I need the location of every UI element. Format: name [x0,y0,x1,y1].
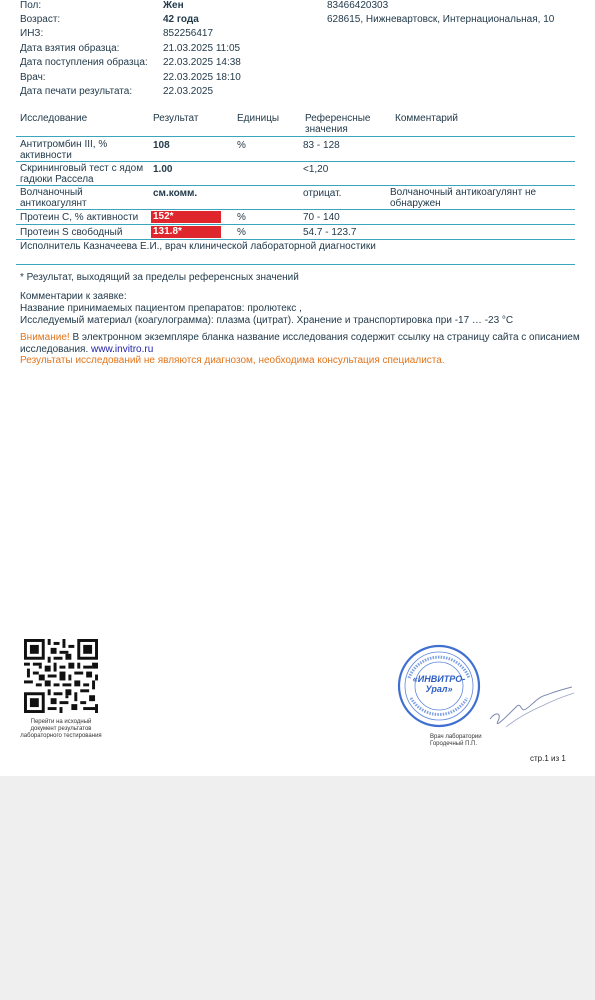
row1-units: % [237,140,246,151]
sample-taken-value: 21.03.2025 11:05 [163,43,241,54]
row4-result-flag: 152* [151,211,221,223]
table-divider [16,136,575,137]
doctor-caption-line2: Городечный П.П. [430,741,478,747]
row4-units: % [237,212,246,223]
attention-line2 [20,344,153,355]
row5-result-flag: 131.8* [151,226,221,238]
table-divider [16,209,575,210]
table-divider [16,264,575,265]
attention-text-line2: исследования. [20,344,92,355]
row5-reference: 54.7 - 123.7 [303,227,357,238]
row2-result: 1.00 [153,164,173,175]
row3-test[interactable] [20,187,87,209]
age-value: 42 года [163,14,199,25]
age-label: Возраст: [20,14,61,25]
table-divider [16,239,575,240]
header-reference [305,113,371,135]
row1-reference: 83 - 128 [303,140,340,151]
comments-title: Комментарии к заявке: [20,291,127,302]
row2-test-line2: гадюки Рассела [20,174,94,185]
out-of-range-note: * Результат, выходящий за пределы референсных значений [20,272,299,283]
doctor-value: 22.03.2025 18:10 [163,72,241,83]
row1-test-line2: активности [20,150,72,161]
attention-line1 [20,332,580,343]
table-divider [16,185,575,186]
row1-test[interactable] [20,139,107,161]
row2-reference: <1,20 [303,164,329,175]
address: 628615, Нижневартовск, Интернациональная, 10 [327,14,555,25]
row2-test-line1: Скрининговый тест с ядом [20,163,144,174]
row1-test-line1: Антитромбин III, % [20,139,108,150]
doctor-caption-line1: Врач лаборатории [430,734,482,740]
site-link[interactable]: www.invitro.ru [91,344,154,355]
doctor-caption [430,734,482,748]
signature-icon [486,683,578,733]
row3-test-line2: антикоагулянт [20,198,87,209]
disclaimer: Результаты исследований не являются диагнозом, необходима консультация специалиста. [20,355,445,366]
inz-value: 852256417 [163,28,214,39]
stamp-text-line2: Урал» [425,684,453,694]
table-divider [16,224,575,225]
header-result: Результат [153,113,199,124]
phone-number: 83466420303 [327,0,389,11]
print-date-value: 22.03.2025 [163,86,214,97]
sample-received-value: 22.03.2025 14:38 [163,57,241,68]
row3-result: см.комм. [153,188,198,199]
material-note: Исследуемый материал (коагулограмма): плазма (цитрат). Хранение и транспортировка при -17 … -23 °C [20,315,514,326]
qr-caption-line1: Перейти на исходный [30,719,92,725]
row3-comment [390,187,536,209]
row5-test[interactable]: Протеин S свободный [20,227,123,238]
row3-reference: отрицат. [303,188,342,199]
header-test: Исследование [20,113,88,124]
header-comment: Комментарий [395,113,458,124]
qr-caption [12,719,110,740]
drugs-note: Название принимаемых пациентом препаратов: пролютекс , [20,303,302,314]
qr-caption-line3: лабораторного тестирования [20,733,102,739]
attention-word: Внимание! [20,332,70,343]
table-divider [16,161,575,162]
row2-test [20,163,143,185]
sample-taken-label: Дата взятия образца: [20,43,120,54]
inz-label: ИНЗ: [20,28,44,39]
row5-units: % [237,227,246,238]
row4-test[interactable]: Протеин C, % активности [20,212,139,223]
doctor-label: Врач: [20,72,46,83]
row4-reference: 70 - 140 [303,212,340,223]
row3-comment-line2: обнаружен [390,198,441,209]
attention-text-line1: В электронном экземпляре бланка название исследования содержит ссылку на страницу сайта с описанием [69,332,580,343]
qr-code[interactable] [24,639,98,713]
sex-label: Пол: [20,0,42,11]
stamp-text-line1: «ИНВИТРО- [412,674,466,684]
sex-value: Жен [163,0,184,11]
sample-received-label: Дата поступления образца: [20,57,148,68]
row1-result: 108 [153,140,170,151]
print-date-label: Дата печати результата: [20,86,133,97]
page-number: стр.1 из 1 [530,754,566,763]
qr-caption-line2: документ результатов [30,726,92,732]
executor-line: Исполнитель Казначеева Е.И., врач клинической лабораторной диагностики [20,241,376,252]
header-reference-line2: значения [305,124,348,135]
row3-comment-line1: Волчаночный антикоагулянт не [390,187,537,198]
header-units: Единицы [237,113,280,124]
row3-test-line1: Волчаночный [20,187,83,198]
header-reference-line1: Референсные [305,113,371,124]
stamp-text [405,674,473,694]
